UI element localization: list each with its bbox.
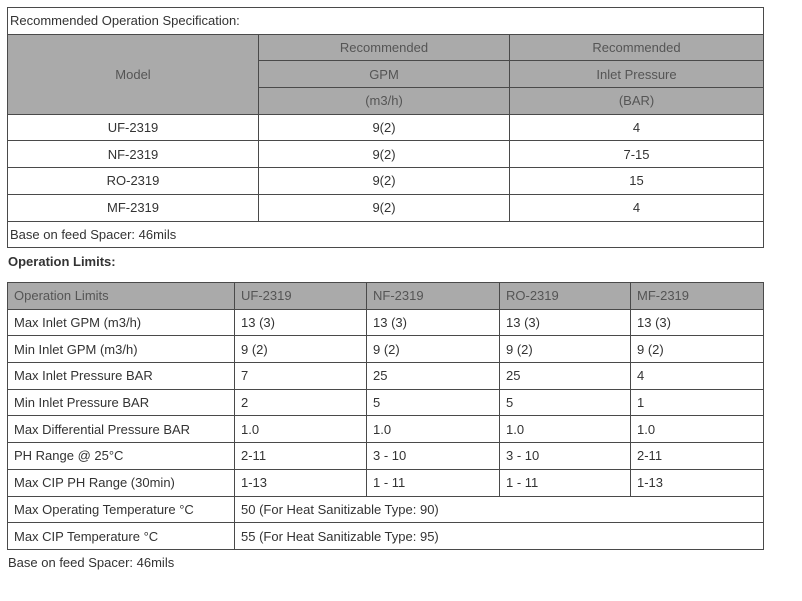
row-label: Max Operating Temperature °C [8, 496, 235, 523]
row-label: Min Inlet GPM (m3/h) [8, 336, 235, 363]
nf-value: 5 [367, 389, 500, 416]
row-label: Max CIP PH Range (30min) [8, 469, 235, 496]
gpm-cell: 9(2) [259, 141, 510, 168]
table-row [8, 194, 764, 221]
mf-value: 4 [631, 363, 764, 390]
mf-value: 13 (3) [631, 309, 764, 336]
footnote-row [8, 221, 764, 248]
mf-value: 1 [631, 389, 764, 416]
uf-value: 2 [235, 389, 367, 416]
ro-value: 9 (2) [500, 336, 631, 363]
nf-value: 25 [367, 363, 500, 390]
table-row [8, 168, 764, 195]
pressure-cell: 7-15 [510, 141, 764, 168]
pressure-cell: 15 [510, 168, 764, 195]
row-label: PH Range @ 25°C [8, 443, 235, 470]
table-row [8, 363, 764, 390]
mf-value: 1.0 [631, 416, 764, 443]
table-row [8, 141, 764, 168]
gpm-cell: 9(2) [259, 114, 510, 141]
model-cell: MF-2319 [8, 194, 259, 221]
row-label: Max Inlet Pressure BAR [8, 363, 235, 390]
ro-value: 1.0 [500, 416, 631, 443]
uf-value: 13 (3) [235, 309, 367, 336]
table-title-row [8, 8, 764, 35]
model-header: Model [8, 34, 259, 114]
operation-limits-table [7, 282, 764, 550]
mf-value: 1-13 [631, 469, 764, 496]
row-label: Max CIP Temperature °C [8, 523, 235, 550]
gpm-header-line2: GPM [259, 61, 510, 88]
ro-value: 25 [500, 363, 631, 390]
header-row [8, 283, 764, 310]
pressure-cell: 4 [510, 114, 764, 141]
uf-value: 9 (2) [235, 336, 367, 363]
pressure-cell: 4 [510, 194, 764, 221]
row-label: Max Differential Pressure BAR [8, 416, 235, 443]
limits-header-nf: NF-2319 [367, 283, 500, 310]
uf-value: 1.0 [235, 416, 367, 443]
mf-value: 9 (2) [631, 336, 764, 363]
nf-value: 1 - 11 [367, 469, 500, 496]
table-row [8, 336, 764, 363]
limits-header-mf: MF-2319 [631, 283, 764, 310]
mf-value: 2-11 [631, 443, 764, 470]
ro-value: 13 (3) [500, 309, 631, 336]
pressure-header-line3: (BAR) [510, 88, 764, 115]
spec-footnote: Base on feed Spacer: 46mils [8, 221, 764, 248]
table-row [8, 443, 764, 470]
operation-limits-heading: Operation Limits: [8, 254, 116, 269]
limits-header-ro: RO-2319 [500, 283, 631, 310]
uf-value: 7 [235, 363, 367, 390]
table-title: Recommended Operation Specification: [8, 8, 764, 35]
table-row [8, 496, 764, 523]
nf-value: 9 (2) [367, 336, 500, 363]
table-row [8, 114, 764, 141]
ro-value: 1 - 11 [500, 469, 631, 496]
nf-value: 13 (3) [367, 309, 500, 336]
spanned-value: 50 (For Heat Sanitizable Type: 90) [235, 496, 764, 523]
nf-value: 3 - 10 [367, 443, 500, 470]
ro-value: 3 - 10 [500, 443, 631, 470]
row-label: Max Inlet GPM (m3/h) [8, 309, 235, 336]
model-cell: NF-2319 [8, 141, 259, 168]
limits-header-uf: UF-2319 [235, 283, 367, 310]
row-label: Min Inlet Pressure BAR [8, 389, 235, 416]
uf-value: 2-11 [235, 443, 367, 470]
spanned-value: 55 (For Heat Sanitizable Type: 95) [235, 523, 764, 550]
limits-footnote: Base on feed Spacer: 46mils [8, 555, 175, 570]
nf-value: 1.0 [367, 416, 500, 443]
uf-value: 1-13 [235, 469, 367, 496]
header-row [8, 34, 764, 61]
gpm-header-line3: (m3/h) [259, 88, 510, 115]
limits-header-label: Operation Limits [8, 283, 235, 310]
recommended-spec-table [7, 7, 764, 248]
model-cell: UF-2319 [8, 114, 259, 141]
table-row [8, 469, 764, 496]
ro-value: 5 [500, 389, 631, 416]
gpm-header-line1: Recommended [259, 34, 510, 61]
gpm-cell: 9(2) [259, 168, 510, 195]
table-row [8, 523, 764, 550]
pressure-header-line1: Recommended [510, 34, 764, 61]
table-row [8, 389, 764, 416]
model-cell: RO-2319 [8, 168, 259, 195]
table-row [8, 416, 764, 443]
pressure-header-line2: Inlet Pressure [510, 61, 764, 88]
table-row [8, 309, 764, 336]
gpm-cell: 9(2) [259, 194, 510, 221]
